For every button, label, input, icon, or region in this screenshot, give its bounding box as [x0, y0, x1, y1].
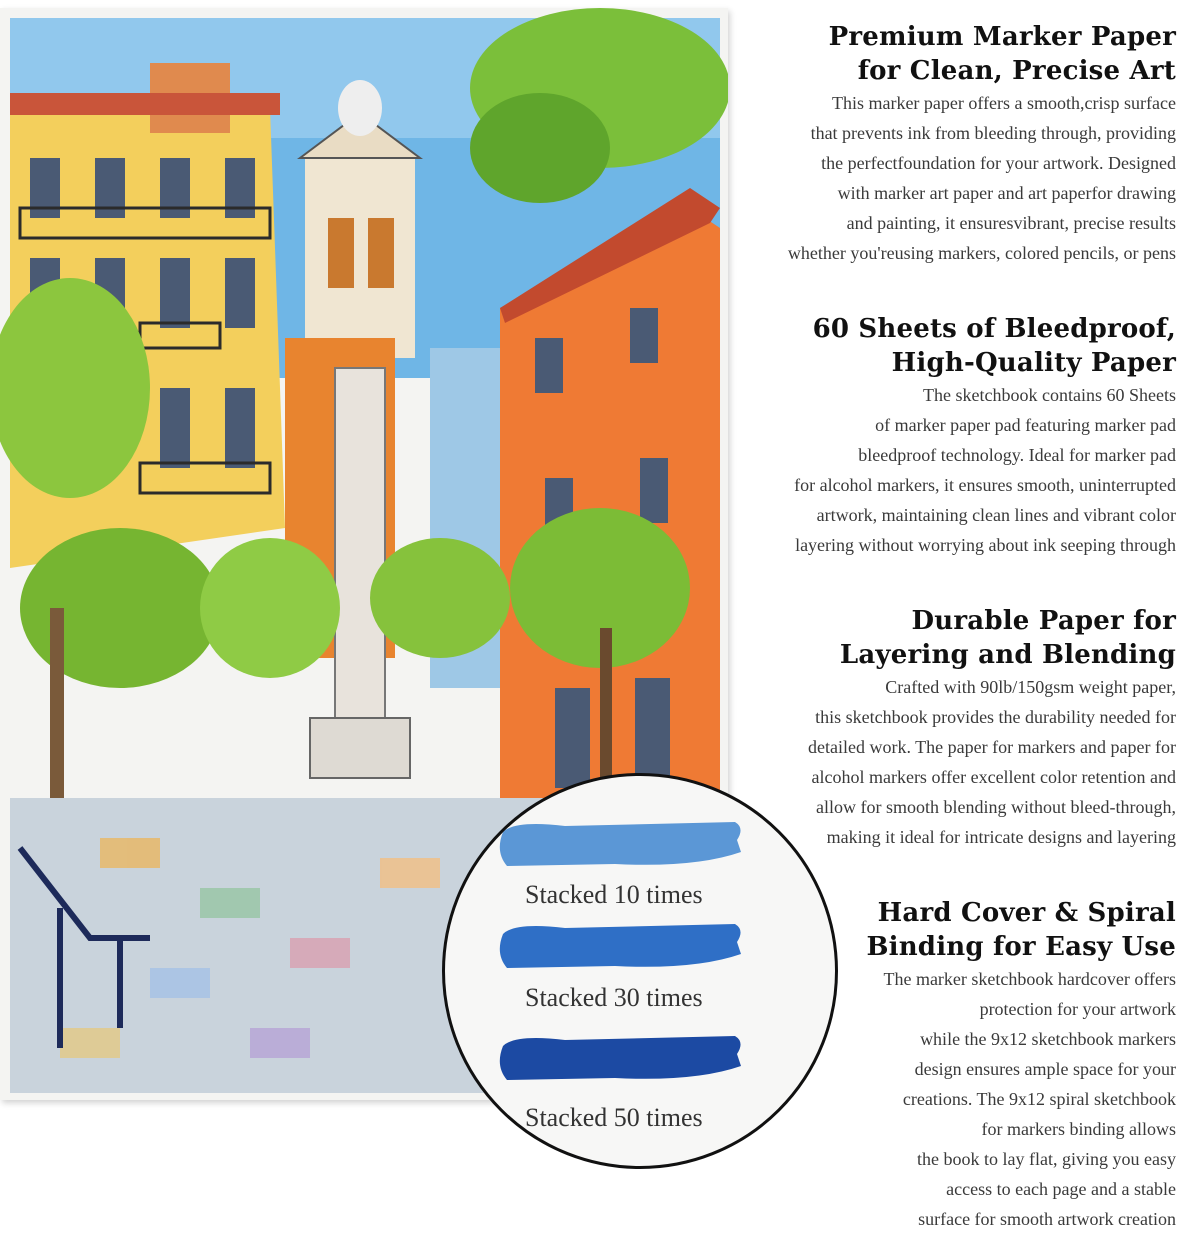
bell-tower: [305, 158, 415, 358]
body-line: for alcohol markers, it ensures smooth, uninterrupted: [794, 475, 1176, 495]
body-line: allow for smooth blending without bleed-through,: [816, 797, 1176, 817]
body-line: that prevents ink from bleeding through, providing: [810, 123, 1176, 143]
swatch-label-10: Stacked 10 times: [525, 880, 703, 909]
feature-heading: [736, 20, 1176, 88]
swatch-label-50: Stacked 50 times: [525, 1103, 703, 1132]
marker-stroke-50: [500, 1036, 741, 1080]
heading-line: 60 Sheets of Bleedproof,: [812, 314, 1176, 344]
body-line: making it ideal for intricate designs and layering: [826, 827, 1176, 847]
body-line: whether you'reusing markers, colored pencils, or pens: [787, 243, 1176, 263]
body-line: while the 9x12 sketchbook markers: [920, 1029, 1176, 1049]
body-line: protection for your artwork: [979, 999, 1176, 1019]
body-line: the perfectfoundation for your artwork. Designed: [821, 153, 1176, 173]
body-line: the book to lay flat, giving you easy: [917, 1149, 1176, 1169]
feature-premium-paper: [736, 20, 1176, 268]
body-line: and painting, it ensuresvibrant, precise results: [846, 213, 1176, 233]
body-line: detailed work. The paper for markers and paper for: [807, 737, 1176, 757]
body-line: Crafted with 90lb/150gsm weight paper,: [885, 677, 1176, 697]
body-line: artwork, maintaining clean lines and vibrant color: [816, 505, 1176, 525]
body-line: creations. The 9x12 spiral sketchbook: [902, 1089, 1176, 1109]
heading-line: Binding for Easy Use: [866, 932, 1176, 962]
heading-line: High-Quality Paper: [891, 348, 1176, 378]
body-line: for markers binding allows: [981, 1119, 1176, 1139]
body-line: of marker paper pad featuring marker pad: [875, 415, 1176, 435]
body-line: alcohol markers offer excellent color retention and: [811, 767, 1176, 787]
body-line: access to each page and a stable: [946, 1179, 1176, 1199]
body-line: surface for smooth artwork creation: [918, 1209, 1176, 1229]
body-line: with marker art paper and art paperfor drawing: [837, 183, 1176, 203]
heading-line: Premium Marker Paper: [828, 22, 1176, 52]
monument-column: [335, 368, 385, 728]
marker-stroke-30: [500, 924, 741, 968]
marker-swatch-lens: [442, 773, 838, 1169]
body-line: The marker sketchbook hardcover offers: [883, 969, 1176, 989]
body-line: bleedproof technology. Ideal for marker pad: [858, 445, 1176, 465]
body-line: design ensures ample space for your: [914, 1059, 1176, 1079]
feature-description: [736, 380, 1176, 560]
feature-description: [736, 88, 1176, 268]
heading-line: Hard Cover & Spiral: [877, 898, 1176, 928]
body-line: The sketchbook contains 60 Sheets: [923, 385, 1176, 405]
body-line: this sketchbook provides the durability needed for: [815, 707, 1176, 727]
heading-line: Layering and Blending: [839, 640, 1176, 670]
feature-heading: [736, 312, 1176, 380]
heading-line: Durable Paper for: [911, 606, 1176, 636]
body-line: This marker paper offers a smooth,crisp surface: [831, 93, 1176, 113]
heading-line: for Clean, Precise Art: [857, 56, 1176, 86]
marker-stroke-10: [500, 822, 741, 866]
feature-heading: [736, 604, 1176, 672]
swatch-label-30: Stacked 30 times: [525, 983, 703, 1012]
feature-bleedproof-sheets: [736, 312, 1176, 560]
body-line: layering without worrying about ink seeping through: [795, 535, 1176, 555]
